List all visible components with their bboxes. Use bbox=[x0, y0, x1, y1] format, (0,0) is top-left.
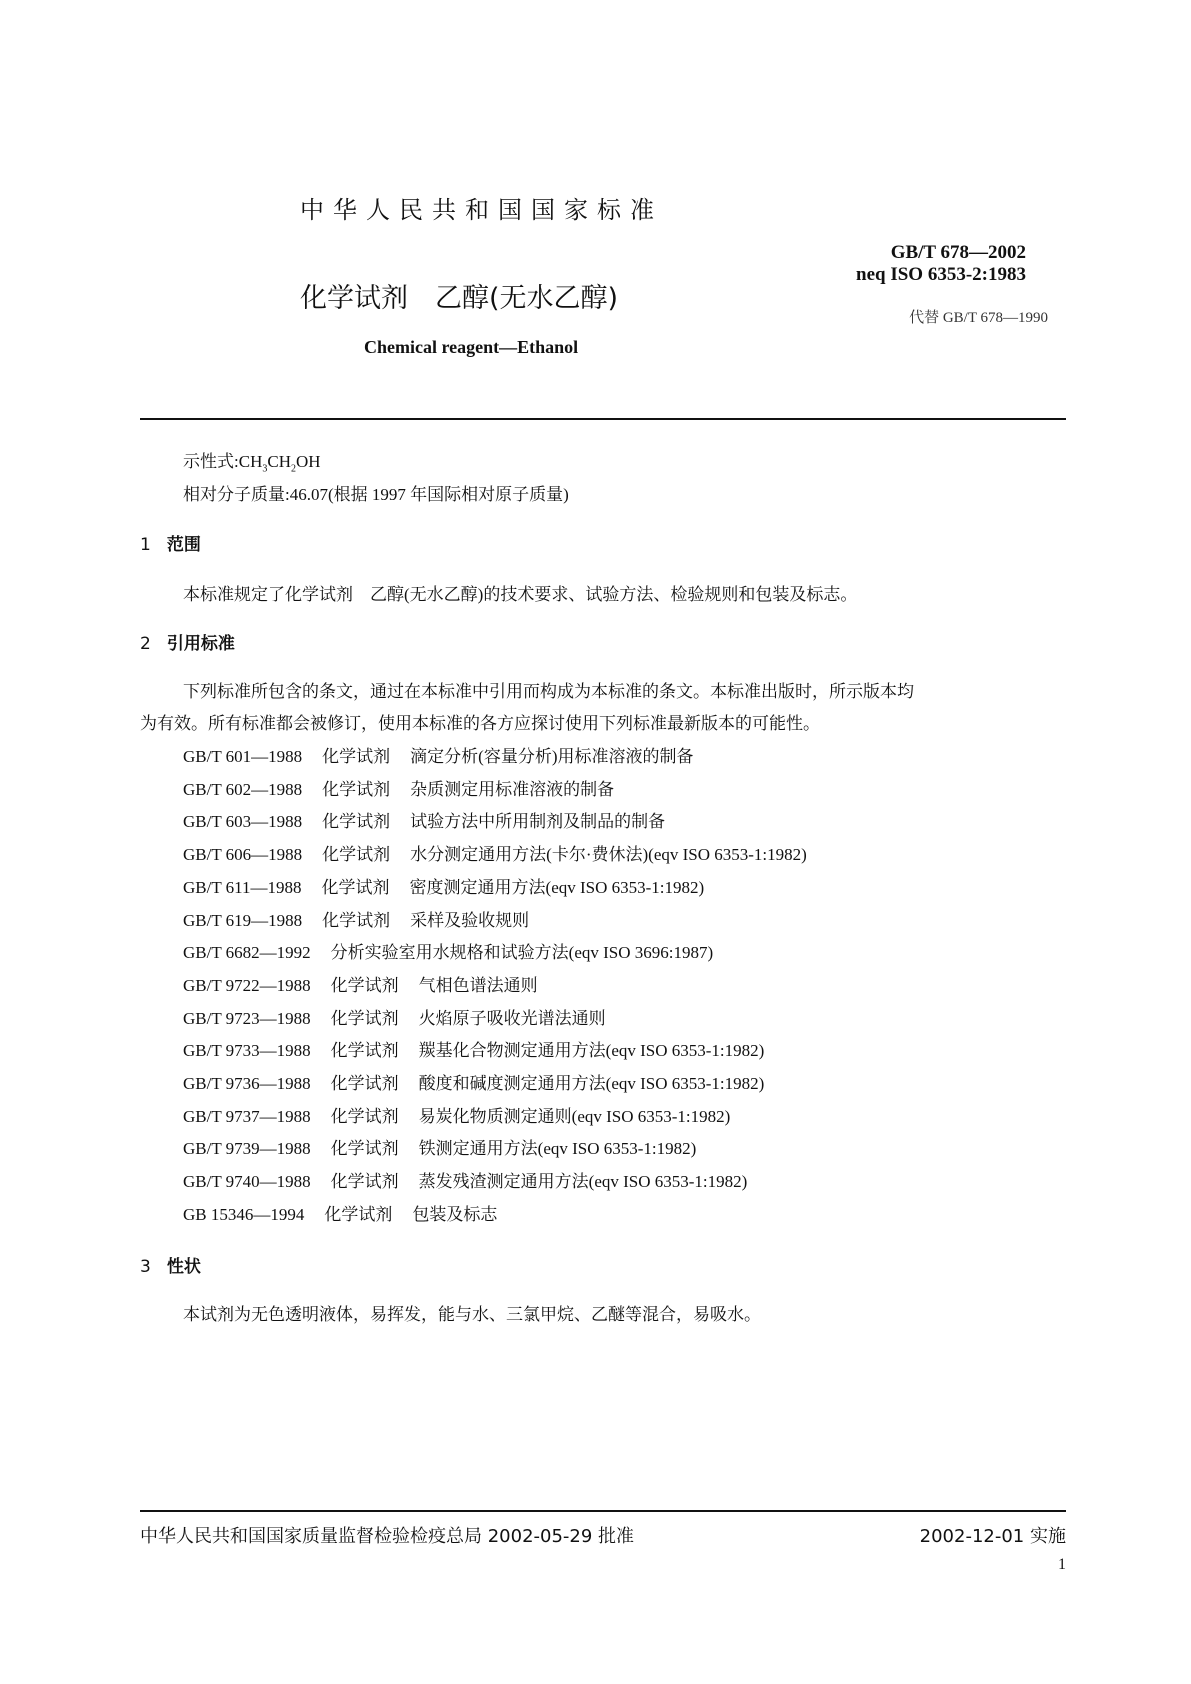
reference-title: 酸度和碱度测定通用方法(eqv ISO 6353-1:1982) bbox=[418, 1074, 765, 1093]
reference-item bbox=[183, 1069, 764, 1094]
reference-item bbox=[183, 1167, 747, 1192]
reference-code: GB/T 9723—1988 bbox=[183, 1008, 311, 1028]
english-title: Chemical reagent—Ethanol bbox=[364, 337, 579, 357]
header-divider bbox=[140, 418, 1066, 420]
reference-item bbox=[183, 1134, 696, 1159]
reference-code: GB/T 9739—1988 bbox=[183, 1139, 311, 1159]
reference-code: GB/T 9722—1988 bbox=[183, 975, 311, 995]
section-3-text: 本试剂为无色透明液体，易挥发，能与水、三氯甲烷、乙醚等混合，易吸水。 bbox=[183, 1305, 761, 1324]
reference-code: GB/T 9736—1988 bbox=[183, 1074, 311, 1093]
reference-title: 密度测定通用方法(eqv ISO 6353-1:1982) bbox=[409, 877, 705, 897]
document-title: 化学试剂 乙醇(无水乙醇) bbox=[300, 283, 619, 314]
reference-item bbox=[183, 840, 807, 865]
reference-prefix: 化学试剂 bbox=[330, 1074, 399, 1093]
section-1-heading: 1 范围 bbox=[140, 535, 201, 555]
reference-title: 气相色谱法通则 bbox=[418, 975, 538, 995]
reference-item bbox=[183, 971, 538, 996]
standard-code-block bbox=[856, 242, 1026, 286]
approval-note: 中华人民共和国国家质量监督检验检疫总局 2002-05-29 批准 bbox=[140, 1526, 635, 1547]
reference-item bbox=[183, 1036, 764, 1061]
reference-prefix: 化学试剂 bbox=[324, 1204, 393, 1224]
footer-divider bbox=[140, 1510, 1066, 1512]
reference-code: GB/T 9733—1988 bbox=[183, 1041, 311, 1061]
reference-item bbox=[183, 807, 665, 832]
reference-title: 羰基化合物测定通用方法(eqv ISO 6353-1:1982) bbox=[418, 1041, 765, 1061]
reference-prefix: 化学试剂 bbox=[330, 975, 399, 995]
reference-prefix: 化学试剂 bbox=[322, 910, 391, 930]
replaces-note: 代替 GB/T 678—1990 bbox=[909, 310, 1048, 326]
reference-title: 分析实验室用水规格和试验方法(eqv ISO 3696:1987) bbox=[330, 943, 714, 963]
formula-line: 示性式$:CH_3CH_2OH$ bbox=[183, 452, 321, 475]
reference-title: 水分测定通用方法(卡尔·费休法)(eqv ISO 6353-1:1982) bbox=[410, 845, 807, 865]
iso-equivalence: neq ISO 6353-2:1983 bbox=[856, 264, 1026, 285]
reference-title: 滴定分析(容量分析)用标准溶液的制备 bbox=[410, 747, 694, 766]
standard-code: GB/T 678—2002 bbox=[890, 242, 1026, 263]
section-1-text: 本标准规定了化学试剂 乙醇(无水乙醇)的技术要求、试验方法、检验规则和包装及标志。 bbox=[183, 585, 858, 604]
reference-title: 蒸发残渣测定通用方法(eqv ISO 6353-1:1982) bbox=[418, 1172, 748, 1192]
reference-title: 试验方法中所用制剂及制品的制备 bbox=[410, 812, 666, 832]
reference-title: 易炭化物质测定通则(eqv ISO 6353-1:1982) bbox=[418, 1106, 731, 1126]
reference-prefix: 化学试剂 bbox=[322, 845, 391, 865]
section-2-text-line1: 下列标准所包含的条文，通过在本标准中引用而构成为本标准的条文。本标准出版时，所示版本均 bbox=[183, 682, 914, 701]
reference-code: GB/T 619—1988 bbox=[183, 910, 303, 930]
section-3-heading: 3 性状 bbox=[140, 1257, 201, 1277]
reference-code: GB/T 6682—1992 bbox=[183, 943, 311, 963]
reference-prefix: 化学试剂 bbox=[330, 1008, 399, 1028]
reference-prefix: 化学试剂 bbox=[330, 1139, 399, 1159]
reference-item bbox=[183, 775, 614, 800]
effective-date: 2002-12-01 实施 bbox=[919, 1526, 1066, 1547]
reference-item bbox=[183, 938, 713, 963]
reference-title: 铁测定通用方法(eqv ISO 6353-1:1982) bbox=[418, 1139, 697, 1159]
reference-item bbox=[183, 1004, 606, 1029]
reference-prefix: 化学试剂 bbox=[330, 1172, 399, 1192]
reference-prefix: 化学试剂 bbox=[322, 779, 391, 799]
section-2-heading: 2 引用标准 bbox=[140, 634, 235, 654]
reference-prefix: 化学试剂 bbox=[322, 747, 391, 766]
reference-item bbox=[183, 1102, 730, 1127]
reference-item bbox=[183, 873, 704, 898]
reference-item bbox=[183, 1200, 497, 1225]
reference-code: GB/T 9737—1988 bbox=[183, 1106, 311, 1126]
reference-prefix: 化学试剂 bbox=[321, 877, 390, 897]
reference-code: GB/T 601—1988 bbox=[183, 747, 303, 766]
reference-code: GB/T 606—1988 bbox=[183, 845, 303, 865]
reference-code: GB/T 611—1988 bbox=[183, 877, 302, 897]
reference-prefix: 化学试剂 bbox=[322, 812, 391, 832]
reference-prefix: 化学试剂 bbox=[330, 1106, 399, 1126]
page-number: 1 bbox=[1058, 1556, 1066, 1573]
reference-code: GB/T 602—1988 bbox=[183, 779, 303, 799]
reference-prefix: 化学试剂 bbox=[330, 1041, 399, 1061]
reference-code: GB 15346—1994 bbox=[183, 1204, 305, 1224]
molecular-mass: 相对分子质量:46.07(根据 1997 年国际相对原子质量) bbox=[183, 485, 569, 504]
reference-item bbox=[183, 742, 694, 767]
reference-code: GB/T 9740—1988 bbox=[183, 1172, 311, 1192]
reference-title: 火焰原子吸收光谱法通则 bbox=[418, 1008, 606, 1028]
reference-item bbox=[183, 906, 529, 931]
reference-title: 采样及验收规则 bbox=[410, 910, 530, 930]
reference-title: 包装及标志 bbox=[412, 1204, 498, 1224]
national-standard-heading: 中华人民共和国国家标准 bbox=[300, 196, 663, 224]
section-2-text-line2: 为有效。所有标准都会被修订，使用本标准的各方应探讨使用下列标准最新版本的可能性。 bbox=[140, 714, 820, 733]
reference-code: GB/T 603—1988 bbox=[183, 812, 303, 832]
reference-title: 杂质测定用标准溶液的制备 bbox=[410, 779, 615, 799]
